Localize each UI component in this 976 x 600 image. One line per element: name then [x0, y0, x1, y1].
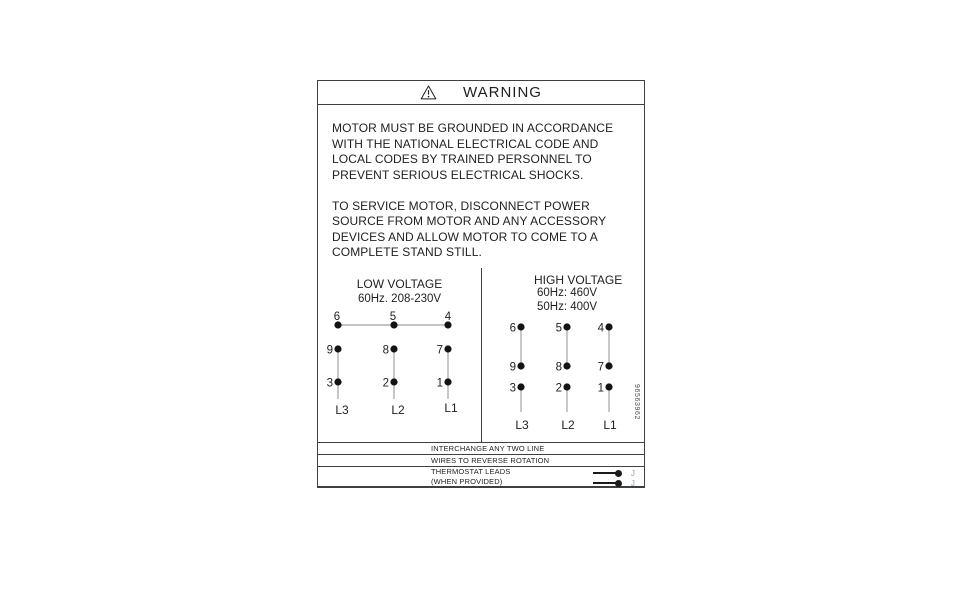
lead-terminal-dot — [615, 470, 622, 477]
label-part-number: 96563962 — [633, 384, 640, 420]
terminal-dot — [517, 362, 524, 369]
terminal-dot — [517, 383, 524, 390]
line-label: L1 — [603, 418, 617, 432]
terminal-number: 7 — [436, 344, 443, 357]
thermostat-text — [431, 467, 511, 486]
terminal-dot — [605, 323, 612, 330]
high-voltage-60hz: 60Hz: 460V — [537, 287, 598, 299]
warning-line: PREVENT SERIOUS ELECTRICAL SHOCKS. — [332, 167, 584, 182]
warning-paragraph-service — [332, 199, 634, 261]
terminal-number: 9 — [509, 361, 516, 374]
thermostat-lead — [593, 469, 635, 477]
footer-row-reverse-rotation — [318, 455, 644, 467]
warning-text — [318, 105, 644, 268]
footer-text: (WHEN PROVIDED) — [431, 476, 503, 486]
terminal-number: 7 — [597, 361, 604, 374]
terminal-dot — [563, 383, 570, 390]
high-voltage-title: HIGH VOLTAGE — [534, 273, 623, 287]
high-voltage-50hz: 50Hz: 400V — [537, 300, 598, 313]
terminal-number: 3 — [509, 382, 516, 395]
terminal-number: 6 — [509, 322, 516, 335]
terminal-dot — [334, 345, 341, 352]
warning-paragraph-grounding — [332, 121, 634, 183]
terminal-dot — [444, 345, 451, 352]
line-label: L3 — [515, 418, 529, 432]
terminal-dot — [390, 345, 397, 352]
terminal-number: 5 — [555, 322, 562, 335]
wiring-diagrams — [318, 268, 644, 443]
terminal-number: 8 — [382, 344, 389, 357]
lead-label: J — [630, 468, 635, 478]
footer-text: INTERCHANGE ANY TWO LINE — [431, 444, 545, 453]
thermostat-lead — [593, 479, 635, 487]
low-voltage-diagram — [318, 268, 481, 442]
high-voltage-diagram — [481, 268, 644, 442]
terminal-dot — [605, 362, 612, 369]
terminal-number: 6 — [333, 311, 341, 323]
warning-line: WITH THE NATIONAL ELECTRICAL CODE AND — [332, 136, 599, 151]
footer-text: WIRES TO REVERSE ROTATION — [431, 456, 550, 465]
lead-wire — [593, 472, 616, 474]
low-voltage-schematic — [318, 268, 481, 443]
warning-line: SOURCE FROM MOTOR AND ANY ACCESSORY — [332, 214, 607, 228]
low-voltage-subtitle: 60Hz. 208-230V — [357, 293, 442, 305]
line-label: L1 — [444, 401, 458, 415]
line-label: L3 — [335, 403, 349, 417]
terminal-dot — [444, 378, 451, 385]
warning-line: MOTOR MUST BE GROUNDED IN ACCORDANCE — [332, 121, 614, 135]
warning-title: WARNING — [463, 84, 542, 101]
footer-row-thermostat — [318, 467, 644, 486]
terminal-number: 4 — [597, 322, 604, 335]
terminal-number: 1 — [597, 382, 604, 395]
terminal-number: 4 — [444, 311, 452, 323]
terminal-dot — [334, 378, 341, 385]
thermostat-leads — [593, 469, 635, 487]
terminal-number: 3 — [326, 377, 333, 390]
footer-text: THERMOSTAT LEADS — [431, 467, 511, 476]
low-voltage-title: LOW VOLTAGE — [356, 277, 443, 291]
terminal-dot — [563, 362, 570, 369]
lead-terminal-dot — [615, 480, 622, 487]
warning-triangle-icon — [420, 85, 437, 100]
line-label: L2 — [391, 403, 405, 417]
terminal-number: 5 — [389, 311, 397, 323]
lead-wire — [593, 482, 616, 484]
terminal-number: 2 — [382, 377, 389, 390]
terminal-number: 2 — [555, 382, 562, 395]
warning-header — [318, 81, 644, 105]
high-voltage-schematic — [482, 268, 646, 443]
terminal-number: 1 — [436, 377, 443, 390]
terminal-dot — [390, 378, 397, 385]
line-label: L2 — [561, 418, 575, 432]
terminal-number: 8 — [555, 361, 562, 374]
warning-line: DEVICES AND ALLOW MOTOR TO COME TO A — [332, 229, 598, 244]
warning-line: COMPLETE STAND STILL. — [332, 245, 482, 259]
lead-label: J — [630, 478, 635, 488]
terminal-dot — [563, 323, 570, 330]
terminal-number: 9 — [326, 344, 333, 357]
warning-line: LOCAL CODES BY TRAINED PERSONNEL TO — [332, 152, 592, 166]
motor-warning-label — [317, 80, 645, 488]
terminal-dot — [517, 323, 524, 330]
terminal-dot — [605, 383, 612, 390]
footer-row-interchange — [318, 443, 644, 455]
warning-line: TO SERVICE MOTOR, DISCONNECT POWER — [332, 198, 590, 213]
